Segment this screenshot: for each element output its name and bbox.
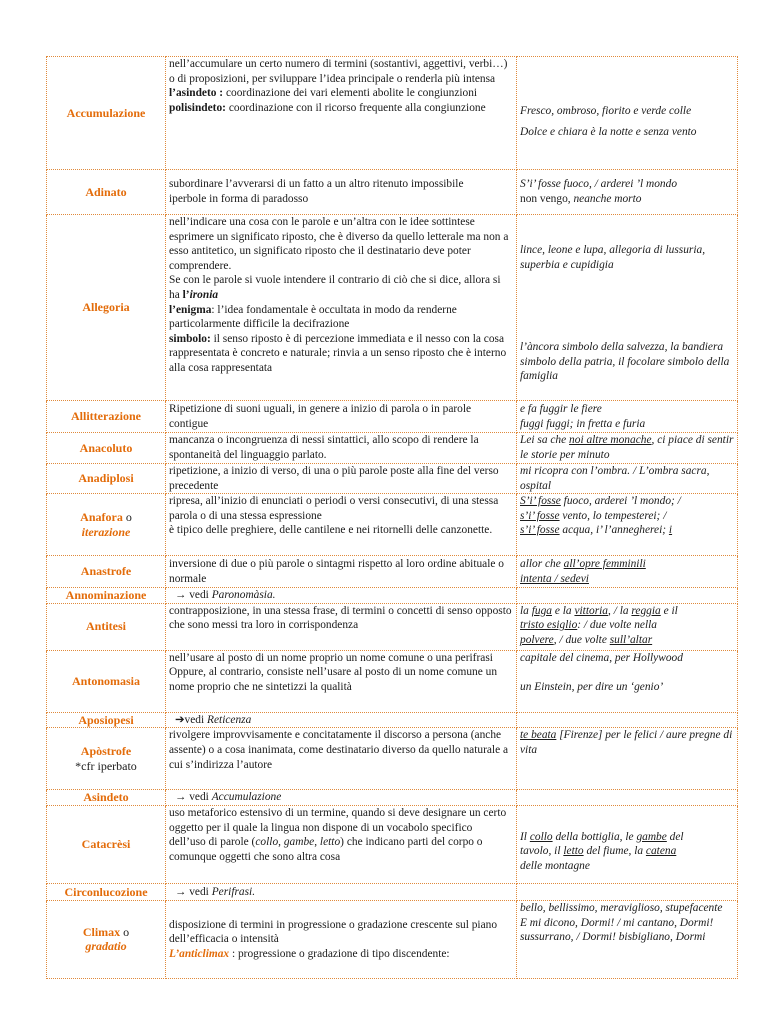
- keyword: l’enigma: [169, 303, 212, 316]
- example-underlined: noi altre monache: [569, 434, 652, 447]
- term-cell: [47, 494, 166, 556]
- table-row: [47, 170, 738, 215]
- table-row: [47, 433, 738, 464]
- definition-cell: [166, 712, 517, 728]
- example-cell: [517, 805, 738, 883]
- example-text: lince, leone e lupa, allegoria di lussuria, superbia e cupidigia: [520, 244, 706, 271]
- table-row: [47, 883, 738, 900]
- example-text: acqua, i’ l’annegherei;: [559, 524, 669, 537]
- definition-text: inversione di due o più parole o sintagmi rispetto al loro ordine abituale o normale: [169, 558, 504, 585]
- term-name: Aposiopesi: [78, 712, 134, 727]
- definition-text: coordinazione dei vari elementi abolite le congiunzioni: [223, 87, 478, 100]
- term-cell: [47, 57, 166, 170]
- example-line: [520, 844, 734, 859]
- keyword: polisindeto:: [169, 101, 226, 114]
- example-line: [520, 633, 734, 648]
- definition-text: disposizione di termini in progressione o gradazione crescente sul piano dell’efficacia o intensità: [169, 918, 498, 946]
- term-cell: [47, 401, 166, 433]
- example-text: Il: [520, 830, 530, 843]
- definition-text: dell’uso di parole (: [169, 836, 256, 849]
- cross-reference: Accumulazione: [211, 791, 282, 804]
- example-line: [520, 618, 734, 633]
- example-line: [520, 523, 734, 538]
- term-cell: [47, 433, 166, 464]
- example-underlined: all’opre femminili: [563, 558, 646, 571]
- example-text: non vengo,: [520, 193, 574, 205]
- example-text: E mi dicono, Dormi! / mi cantano, Dormi! sussurrano, / Dormi! bisbigliano, Dormi: [520, 916, 714, 944]
- definition-cell: [166, 728, 517, 790]
- example-line: [520, 494, 734, 509]
- term-name: Anafora: [80, 510, 123, 525]
- definition-cell: [166, 650, 517, 712]
- example-underlined: i: [668, 524, 673, 537]
- term-name: Accumulazione: [66, 105, 146, 120]
- example-text: [Firenze] per le felici / aure pregne di vita: [520, 729, 733, 756]
- table-row: [47, 728, 738, 790]
- term-name: Apòstrofe: [80, 744, 132, 759]
- definition-text: Ripetizione di suoni uguali, in genere a inizio di parola o in parole contigue: [169, 402, 472, 430]
- definition-cell: [166, 401, 517, 433]
- example-cell: [517, 556, 738, 588]
- keyword: ironia: [189, 288, 219, 301]
- term-name: Antonomasia: [71, 673, 140, 688]
- example-underlined: S’i’ fosse: [520, 495, 561, 508]
- term-cell: [47, 805, 166, 883]
- definition-cell: [166, 805, 517, 883]
- definition-cell: [166, 603, 517, 650]
- example-cell: [517, 790, 738, 806]
- arrow-icon: →: [175, 885, 187, 898]
- example-text: Lei sa che: [520, 434, 570, 447]
- term-name: Annominazione: [65, 588, 147, 603]
- definition-cell: [166, 464, 517, 494]
- definition-text: è tipico delle preghiere, delle cantilene e nei ritornelli delle canzonette.: [169, 524, 493, 537]
- table-row: [47, 401, 738, 433]
- definition-text: esprimere un significato riposto, che è diverso da quello letterale ma non a esso antitetico, un significato riposto che il destinatario deve poter comprendere.: [169, 230, 509, 272]
- definition-cell: [166, 883, 517, 900]
- example-cell: [517, 650, 738, 712]
- table-row: [47, 588, 738, 604]
- table-row: [47, 464, 738, 494]
- term-name: Anastrofe: [80, 564, 132, 579]
- example-underlined: sull’altar: [609, 633, 653, 646]
- example-underlined: polvere: [520, 633, 554, 646]
- example-cell: [517, 433, 738, 464]
- definition-text: iperbole in forma di paradosso: [169, 193, 309, 205]
- term-name: Antitesi: [86, 619, 126, 634]
- arrow-icon: →: [175, 589, 187, 602]
- example-text: , / la: [608, 604, 632, 617]
- example-line: [520, 816, 734, 845]
- term-connector: o: [122, 510, 132, 525]
- example-line: [520, 509, 734, 524]
- term-connector: o: [120, 924, 130, 939]
- term-name: Adinato: [85, 184, 127, 199]
- keyword: L’anticlimax: [169, 947, 230, 960]
- definition-text: rivolgere improvvisamente e concitatamente il discorso a persona (anche assente) o a cosa inanimata, come destinatario diverso da quello naturale a cui s’indirizza l’autore: [169, 729, 509, 771]
- example-underlined: s’i’ fosse: [520, 509, 560, 522]
- keyword: l’asindeto :: [169, 87, 224, 100]
- cross-reference: Perifrasi.: [211, 885, 256, 898]
- example-line: [520, 557, 734, 572]
- definition-text: Oppure, al contrario, consiste nell’usare al posto di un nome comune un nome proprio che ne sintetizzi la qualità: [169, 666, 498, 693]
- example-text: della bottiglia, le: [552, 830, 637, 843]
- example-text: allor che: [520, 558, 564, 571]
- example-cell: [517, 215, 738, 401]
- definition-italic: collo: [255, 836, 279, 849]
- definition-text: coordinazione con il ricorso frequente alla congiunzione: [225, 101, 486, 114]
- example-underlined: collo: [529, 830, 553, 843]
- definition-line: [169, 332, 513, 376]
- example-text: , / due volte: [553, 633, 610, 646]
- table-row: [47, 215, 738, 401]
- example-text: fuoco, arderei ’l mondo; /: [560, 495, 681, 508]
- term-cell: [47, 728, 166, 790]
- term-cell: [47, 790, 166, 806]
- definition-text: vedi: [186, 791, 212, 804]
- example-cell: [517, 712, 738, 728]
- example-underlined: fuga: [531, 604, 552, 617]
- definition-text: : progressione o gradazione di tipo discendente:: [229, 947, 450, 960]
- term-name: Asindeto: [83, 790, 129, 805]
- definition-text: nell’accumulare un certo numero di termini (sostantivi, aggettivi, verbi…) o di proposizioni, per sviluppare l’idea principale o renderla più intensa: [169, 58, 508, 85]
- definition-cell: [166, 900, 517, 978]
- definition-italic: letto: [319, 836, 341, 849]
- example-text: , ci piace di sentir le storie per minuto: [520, 434, 734, 461]
- table-row: [47, 603, 738, 650]
- table-row: [47, 790, 738, 806]
- arrow-icon: ➔: [175, 713, 185, 726]
- definition-line: [169, 86, 513, 101]
- definition-text: mancanza o incongruenza di nessi sintattici, allo scopo di rendere la spontaneità del linguaggio parlato.: [169, 434, 479, 461]
- arrow-icon: →: [175, 791, 187, 804]
- example-text: l’àncora simbolo della salvezza, la bandiera simbolo della patria, il focolare simbolo della famiglia: [520, 341, 730, 383]
- example-text: tavolo, il: [520, 845, 564, 858]
- example-cell: [517, 588, 738, 604]
- definition-text: vedi: [184, 713, 208, 726]
- example-text: del fiume, la: [583, 845, 646, 858]
- example-line: [520, 604, 734, 619]
- definition-cell: [166, 170, 517, 215]
- example-line: [520, 572, 734, 587]
- term-cell: [47, 170, 166, 215]
- definition-text: vedi: [186, 589, 212, 602]
- definition-text: ) che indicano parti del corpo o comunque oggetti che sono altra cosa: [169, 836, 483, 863]
- term-cell: [47, 588, 166, 604]
- cross-reference: Reticenza: [207, 713, 252, 726]
- example-text: del: [666, 830, 684, 843]
- keyword: l’: [182, 288, 190, 301]
- example-text: e fa fuggir le fiere: [520, 402, 602, 415]
- table-row: [47, 805, 738, 883]
- definition-line: [169, 303, 513, 332]
- term-cell: [47, 900, 166, 978]
- example-cell: [517, 170, 738, 215]
- example-underlined: te beata: [520, 729, 557, 742]
- definition-italic: gambe: [283, 836, 315, 849]
- table-row: [47, 494, 738, 556]
- term-synonym: iterazione: [81, 524, 131, 539]
- example-text: la: [520, 604, 532, 617]
- definition-line: [169, 835, 513, 864]
- example-text: Fresco, ombroso, fiorito e verde colle: [520, 105, 692, 118]
- example-text: neanche morto: [573, 193, 642, 205]
- example-text: : / due volte nella: [577, 619, 657, 632]
- example-text: e la: [551, 604, 575, 617]
- term-cell: [47, 464, 166, 494]
- cross-reference: Paronomàsia.: [211, 589, 276, 602]
- example-text: capitale del cinema, per Hollywood: [520, 651, 683, 664]
- example-underlined: letto: [563, 845, 584, 858]
- term-cell: [47, 556, 166, 588]
- term-name: Circonlucozione: [64, 884, 148, 899]
- term-synonym: gradatio: [85, 939, 127, 954]
- definition-line: [169, 273, 513, 302]
- definition-cell: [166, 790, 517, 806]
- keyword: simbolo:: [169, 332, 211, 345]
- definition-cell: [166, 494, 517, 556]
- example-cell: [517, 728, 738, 790]
- term-cell: [47, 883, 166, 900]
- definition-text: vedi: [186, 885, 212, 898]
- example-cell: [517, 464, 738, 494]
- term-name: Climax: [82, 924, 121, 939]
- example-cell: [517, 401, 738, 433]
- term-name: Allitterazione: [71, 409, 141, 424]
- definition-text: nell’usare al posto di un nome proprio un nome comune o una perifrasi: [169, 651, 493, 664]
- term-note: *cfr iperbato: [75, 758, 137, 773]
- example-text: bello, bellissimo, meraviglioso, stupefacente: [520, 901, 723, 914]
- example-text: Dolce e chiara è la notte e senza vento: [520, 126, 697, 138]
- example-underlined: catena: [645, 845, 677, 858]
- term-cell: [47, 650, 166, 712]
- definition-cell: [166, 588, 517, 604]
- example-underlined: tristo esiglio: [520, 619, 578, 632]
- definition-text: ,: [314, 836, 320, 849]
- definition-line: [169, 101, 513, 116]
- table-row: [47, 650, 738, 712]
- example-text: e il: [660, 604, 678, 617]
- term-cell: [47, 215, 166, 401]
- example-text: fuggi fuggi; in fretta e furia: [520, 417, 646, 430]
- definition-text: ripresa, all’inizio di enunciati o periodi o versi consecutivi, di una stessa parola o di una stessa espressione: [169, 495, 499, 522]
- definition-line: [169, 947, 513, 962]
- example-cell: [517, 603, 738, 650]
- definition-text: contrapposizione, in una stessa frase, di termini o concetti di senso opposto che sono messi tra loro in corrispondenza: [169, 604, 512, 632]
- definition-text: Se con le parole si vuole intendere il contrario di ciò che si dice, allora si ha: [169, 274, 501, 301]
- example-text: un Einstein, per dire un ‘genio’: [520, 681, 664, 694]
- table-row: [47, 900, 738, 978]
- example-underlined: s’i’ fosse: [520, 524, 560, 537]
- table-row: [47, 57, 738, 170]
- definition-text: ,: [278, 836, 284, 849]
- example-text: delle montagne: [520, 859, 590, 872]
- example-cell: [517, 900, 738, 978]
- definition-cell: [166, 215, 517, 401]
- example-underlined: gambe: [636, 830, 667, 843]
- example-underlined: intenta / sedevi: [520, 572, 589, 585]
- example-text: vento, lo tempesterei; /: [559, 509, 667, 522]
- definition-text: subordinare l’avverarsi di un fatto a un altro ritenuto impossibile: [169, 178, 464, 191]
- term-name: Catacrèsi: [81, 837, 131, 852]
- definition-text: uso metaforico estensivo di un termine, quando si deve designare un certo oggetto per il quale la lingua non dispone di un vocabolo specifico: [169, 806, 507, 834]
- definition-text: il senso riposto è di percezione immediata e il nesso con la cosa rappresentata è concreto e naturale; rinvia a un senso riposto che è interno alla cosa rappresentata: [169, 332, 507, 374]
- example-line: [520, 192, 734, 207]
- figures-of-speech-table: [46, 56, 738, 979]
- term-name: Allegoria: [82, 300, 130, 315]
- table-row: [47, 712, 738, 728]
- example-underlined: vittoria: [574, 604, 608, 617]
- term-cell: [47, 712, 166, 728]
- term-name: Anacoluto: [79, 440, 133, 455]
- table-row: [47, 556, 738, 588]
- term-cell: [47, 603, 166, 650]
- example-underlined: reggia: [631, 604, 661, 617]
- definition-text: nell’indicare una cosa con le parole e un’altra con le idee sottintese: [169, 216, 475, 228]
- example-cell: [517, 57, 738, 170]
- term-name: Anadiplosi: [78, 471, 134, 486]
- definition-cell: [166, 556, 517, 588]
- example-cell: [517, 883, 738, 900]
- example-cell: [517, 494, 738, 556]
- definition-cell: [166, 433, 517, 464]
- example-text: mi ricopra con l’ombra. / L’ombra sacra, ospital: [520, 465, 710, 492]
- definition-text: : l’idea fondamentale è occultata in modo da renderne particolarmente difficile la decifrazione: [169, 303, 457, 331]
- definition-cell: [166, 57, 517, 170]
- example-text: S’i’ fosse fuoco, / arderei ’l mondo: [520, 178, 678, 191]
- definition-text: ripetizione, a inizio di verso, di una o più parole poste alla fine del verso precedente: [169, 465, 499, 492]
